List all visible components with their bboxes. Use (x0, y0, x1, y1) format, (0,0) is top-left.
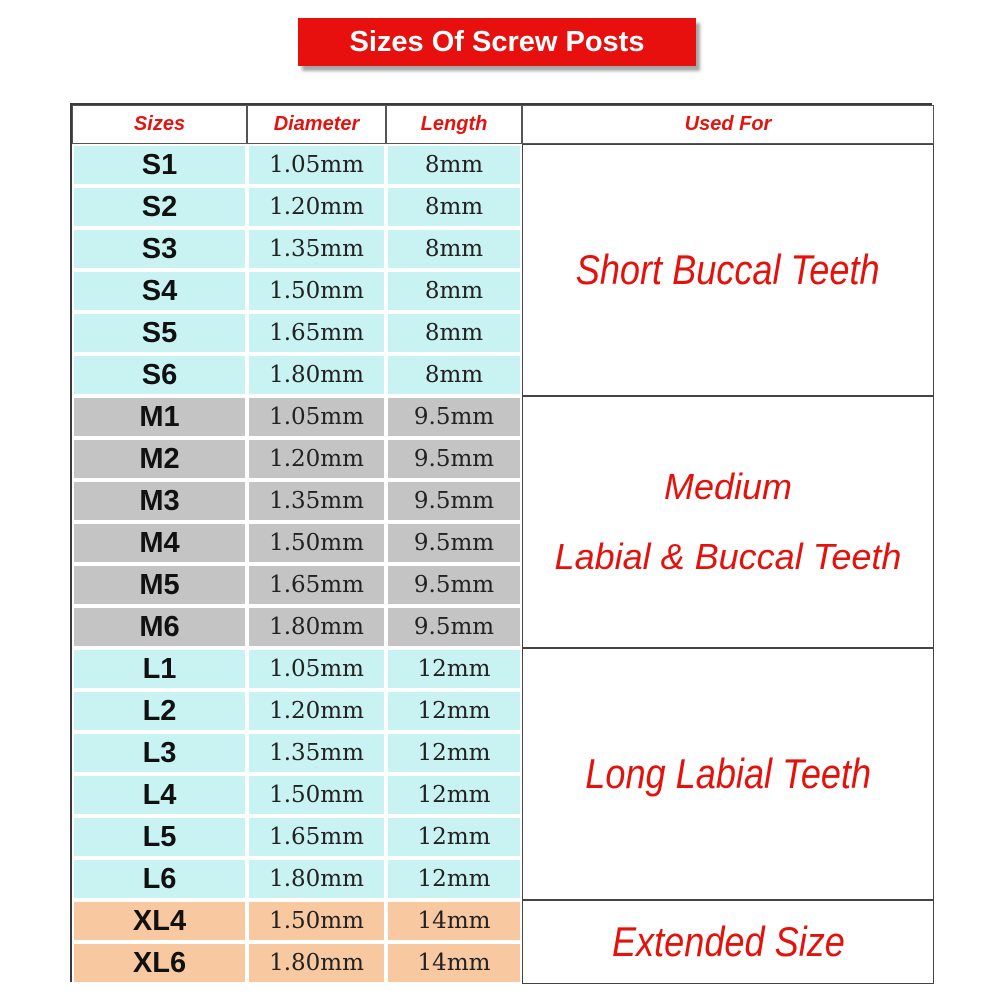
table-cell-length: 12mm (386, 732, 522, 774)
used-for-medium-line1: Medium (663, 466, 793, 507)
table-cell-length: 12mm (386, 774, 522, 816)
table-cell-size: S4 (72, 270, 247, 312)
column-header-diameter: Diameter (247, 105, 386, 144)
table-cell-length: 9.5mm (386, 522, 522, 564)
table-cell-size: L4 (72, 774, 247, 816)
table-cell-diameter: 1.05mm (247, 144, 386, 186)
used-for-short-label: Short Buccal Teeth (576, 246, 880, 293)
table-cell-diameter: 1.05mm (247, 396, 386, 438)
screw-post-size-table (70, 103, 932, 982)
table-cell-size: M2 (72, 438, 247, 480)
table-cell-length: 12mm (386, 690, 522, 732)
table-cell-diameter: 1.50mm (247, 900, 386, 942)
table-cell-diameter: 1.35mm (247, 228, 386, 270)
table-cell-size: M4 (72, 522, 247, 564)
table-cell-size: S6 (72, 354, 247, 396)
table-cell-length: 12mm (386, 816, 522, 858)
table-cell-diameter: 1.35mm (247, 732, 386, 774)
table-cell-size: L5 (72, 816, 247, 858)
table-cell-length: 8mm (386, 228, 522, 270)
table-cell-diameter: 1.20mm (247, 186, 386, 228)
table-cell-size: M5 (72, 564, 247, 606)
table-cell-diameter: 1.65mm (247, 312, 386, 354)
table-cell-length: 14mm (386, 900, 522, 942)
table-cell-size: L6 (72, 858, 247, 900)
used-for-short (522, 144, 934, 396)
table-cell-length: 9.5mm (386, 438, 522, 480)
page-title: Sizes Of Screw Posts (298, 18, 696, 66)
table-cell-size: L3 (72, 732, 247, 774)
table-cell-length: 9.5mm (386, 480, 522, 522)
table-cell-size: L2 (72, 690, 247, 732)
used-for-medium-line2: Labial & Buccal Teeth (554, 536, 902, 577)
table-cell-size: L1 (72, 648, 247, 690)
table-cell-length: 8mm (386, 354, 522, 396)
table-cell-diameter: 1.50mm (247, 270, 386, 312)
table-cell-length: 8mm (386, 144, 522, 186)
table-cell-diameter: 1.20mm (247, 690, 386, 732)
table-cell-length: 9.5mm (386, 396, 522, 438)
table-cell-diameter: 1.50mm (247, 522, 386, 564)
table-cell-diameter: 1.35mm (247, 480, 386, 522)
table-cell-length: 9.5mm (386, 606, 522, 648)
used-for-extended (522, 900, 934, 984)
column-header-length: Length (386, 105, 522, 144)
table-cell-length: 8mm (386, 312, 522, 354)
table-cell-diameter: 1.80mm (247, 606, 386, 648)
table-cell-length: 12mm (386, 648, 522, 690)
used-for-long (522, 648, 934, 900)
table-cell-size: XL4 (72, 900, 247, 942)
table-cell-size: M3 (72, 480, 247, 522)
table-cell-size: S5 (72, 312, 247, 354)
table-cell-length: 12mm (386, 858, 522, 900)
column-header-used-for: Used For (522, 105, 934, 144)
table-cell-diameter: 1.80mm (247, 942, 386, 984)
table-cell-diameter: 1.50mm (247, 774, 386, 816)
used-for-medium (522, 396, 934, 648)
table-cell-diameter: 1.65mm (247, 564, 386, 606)
column-header-sizes: Sizes (72, 105, 247, 144)
table-cell-diameter: 1.80mm (247, 858, 386, 900)
table-cell-length: 9.5mm (386, 564, 522, 606)
used-for-long-label: Long Labial Teeth (585, 750, 871, 797)
table-cell-length: 8mm (386, 270, 522, 312)
table-cell-size: M6 (72, 606, 247, 648)
table-cell-size: S2 (72, 186, 247, 228)
table-cell-length: 8mm (386, 186, 522, 228)
table-cell-size: M1 (72, 396, 247, 438)
table-cell-length: 14mm (386, 942, 522, 984)
table-cell-size: S1 (72, 144, 247, 186)
table-cell-size: XL6 (72, 942, 247, 984)
table-cell-diameter: 1.80mm (247, 354, 386, 396)
table-cell-diameter: 1.20mm (247, 438, 386, 480)
table-cell-size: S3 (72, 228, 247, 270)
table-cell-diameter: 1.05mm (247, 648, 386, 690)
table-cell-diameter: 1.65mm (247, 816, 386, 858)
used-for-extended-label: Extended Size (611, 918, 845, 965)
